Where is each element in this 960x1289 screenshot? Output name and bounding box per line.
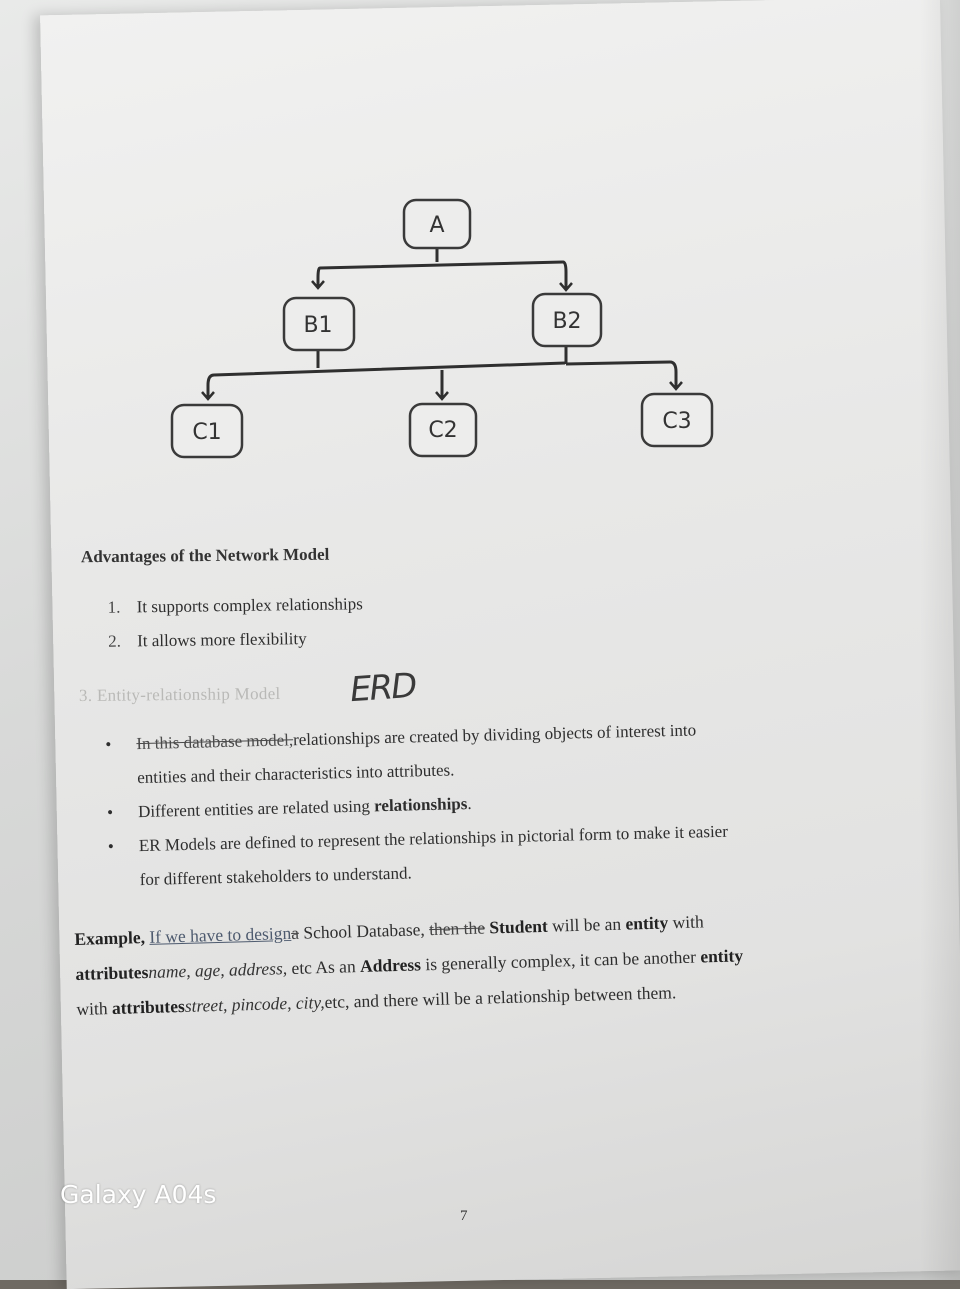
bullet-text: ER Models are defined to represent the relationships in pictorial form to make it easier [138,821,729,856]
node-c1-label: C1 [192,420,222,445]
example-text: etc, and there will be a relationship between them. [324,982,677,1013]
node-c3-label: C3 [662,409,692,434]
node-c2-label: C2 [428,418,458,443]
list-number: 2. [108,631,122,651]
node-c1 [172,405,242,457]
list-text: It allows more flexibility [137,629,307,651]
node-a [404,200,470,248]
bold-text: relationships [373,794,468,816]
struck-text: In this database model, [136,730,294,754]
example-text: As an [315,956,356,978]
bullet-continuation: entities and their characteristics into attributes. [136,760,455,788]
example-text: will be an [551,913,622,936]
bullet-dot-icon: • [107,836,115,856]
underlined-text: If we have to design [149,922,292,947]
edge-b2-c [566,347,676,388]
italic-text: name, age, address, [148,958,288,982]
bold-text: Address [359,954,422,977]
example-text: etc [291,957,313,978]
bullet-dot-icon: • [106,802,114,822]
bold-text: Student [489,915,549,938]
er-bullets [100,710,824,898]
network-model-diagram [0,0,960,480]
bold-text: attributes [75,961,149,984]
section-title: 3. Entity-relationship Model [78,683,281,706]
advantages-list [108,594,364,666]
node-c3 [642,394,712,446]
page-number: 7 [460,1208,468,1224]
bold-text: entity [699,945,744,967]
bullet-continuation: for different stakeholders to understand. [139,863,412,890]
edge-b1-c [214,350,565,375]
bullet-text: Different entities are related using [137,796,375,822]
example-text: School Database, [303,919,426,943]
example-paragraph [74,900,857,1027]
list-number: 1. [107,597,121,617]
node-a-label: A [429,213,445,238]
camera-watermark: Galaxy A04s [60,1180,217,1209]
list-text: It supports complex relationships [136,594,363,617]
bullet-dot-icon: • [105,734,112,754]
bold-text: attributes [111,995,186,1018]
advantages-heading: Advantages of the Network Model [80,544,330,567]
bullet-text: . [467,793,472,814]
example-text: with [672,911,704,933]
handwritten-note: ERD [348,665,417,711]
node-b2 [533,294,601,346]
bullet-text: relationships are created by dividing objects of interest into [292,720,697,750]
struck-text: a [290,922,300,943]
edge-a-b-right [563,262,566,289]
italic-text: street, pincode, city, [184,992,325,1016]
node-b1-label: B1 [303,313,333,338]
node-b2-label: B2 [552,309,582,334]
node-b1 [284,298,354,350]
list-item [108,628,364,666]
edge-a-b [320,246,563,268]
list-item [108,594,364,632]
node-c2 [410,404,476,456]
example-label: Example, [74,927,146,949]
example-text: is generally complex, it can be another [425,946,697,975]
struck-text: then the [428,917,486,940]
example-text: with [76,998,108,1019]
bold-text: entity [625,912,669,934]
